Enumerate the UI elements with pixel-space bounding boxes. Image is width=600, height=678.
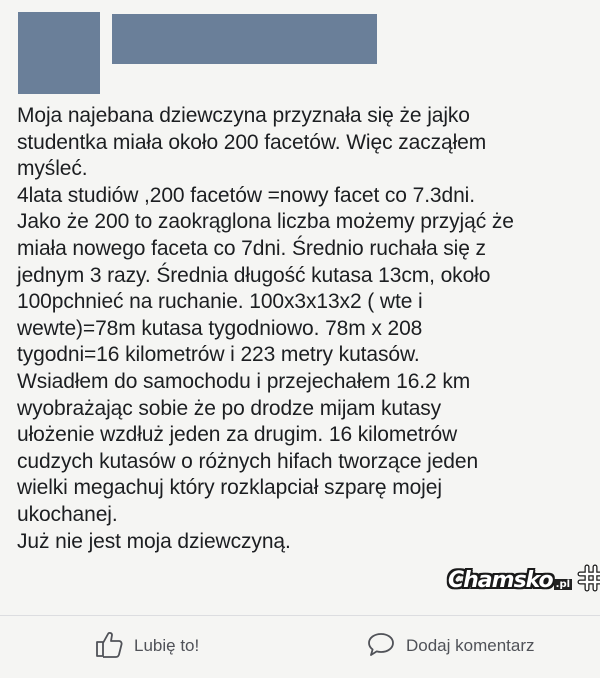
post-text (17, 103, 587, 555)
like-button[interactable] (94, 628, 199, 664)
post-line: tygodni=16 kilometrów i 223 metry kutasów. (17, 343, 420, 367)
post-line: wielki megachuj który rozklapciał szparę mojej (17, 476, 442, 500)
avatar-redacted[interactable] (18, 12, 100, 94)
post-line: 100pchnieć na ruchanie. 100x3x13x2 ( wte i (17, 290, 423, 314)
post-line: Moja najebana dziewczyna przyznała się że jajko (17, 104, 470, 127)
post-line: miała nowego faceta co 7dni. Średnio ruchała się z (17, 236, 486, 260)
post-line: wyobrażając sobie że po drodze mijam kutasy (17, 396, 442, 420)
like-label: Lubię to! (134, 636, 200, 655)
thumbs-up-icon (94, 630, 124, 663)
post-line: 4lata studiów ,200 facetów =nowy facet co 7.3dni. (17, 183, 475, 207)
post-line: Jako że 200 to zaokrąglona liczba możemy przyjąć że (17, 210, 514, 234)
comment-label: Dodaj komentarz (406, 636, 535, 655)
speech-bubble-icon (366, 630, 396, 663)
comment-button[interactable] (366, 628, 535, 664)
action-divider (0, 615, 600, 616)
post-line: wewte)=78m kutasa tygodniowo. 78m x 208 (17, 316, 423, 340)
chamsko-watermark (448, 562, 600, 598)
chamsko-logo-icon (576, 563, 600, 598)
post-line: studentka miała około 200 facetów. Więc zacząłem (17, 130, 487, 154)
post-line: cudzych kutasów o różnych hifach tworzące jeden (17, 449, 479, 473)
post-line: Wsiadłem do samochodu i przejechałem 16.2 km (17, 369, 471, 393)
author-name-redacted[interactable] (112, 14, 377, 64)
post-line: ułożenie wzdłuż jeden za drugim. 16 kilometrów (17, 423, 458, 447)
post-line: jednym 3 razy. Średnia długość kutasa 13cm, około (17, 263, 491, 287)
post-line: ukochanej. (17, 502, 118, 526)
post-line: Już nie jest moja dziewczyną. (17, 529, 291, 553)
post-line: myśleć. (17, 157, 88, 181)
watermark-tld: .pl (555, 578, 571, 590)
watermark-text: Chamsko (448, 567, 553, 593)
